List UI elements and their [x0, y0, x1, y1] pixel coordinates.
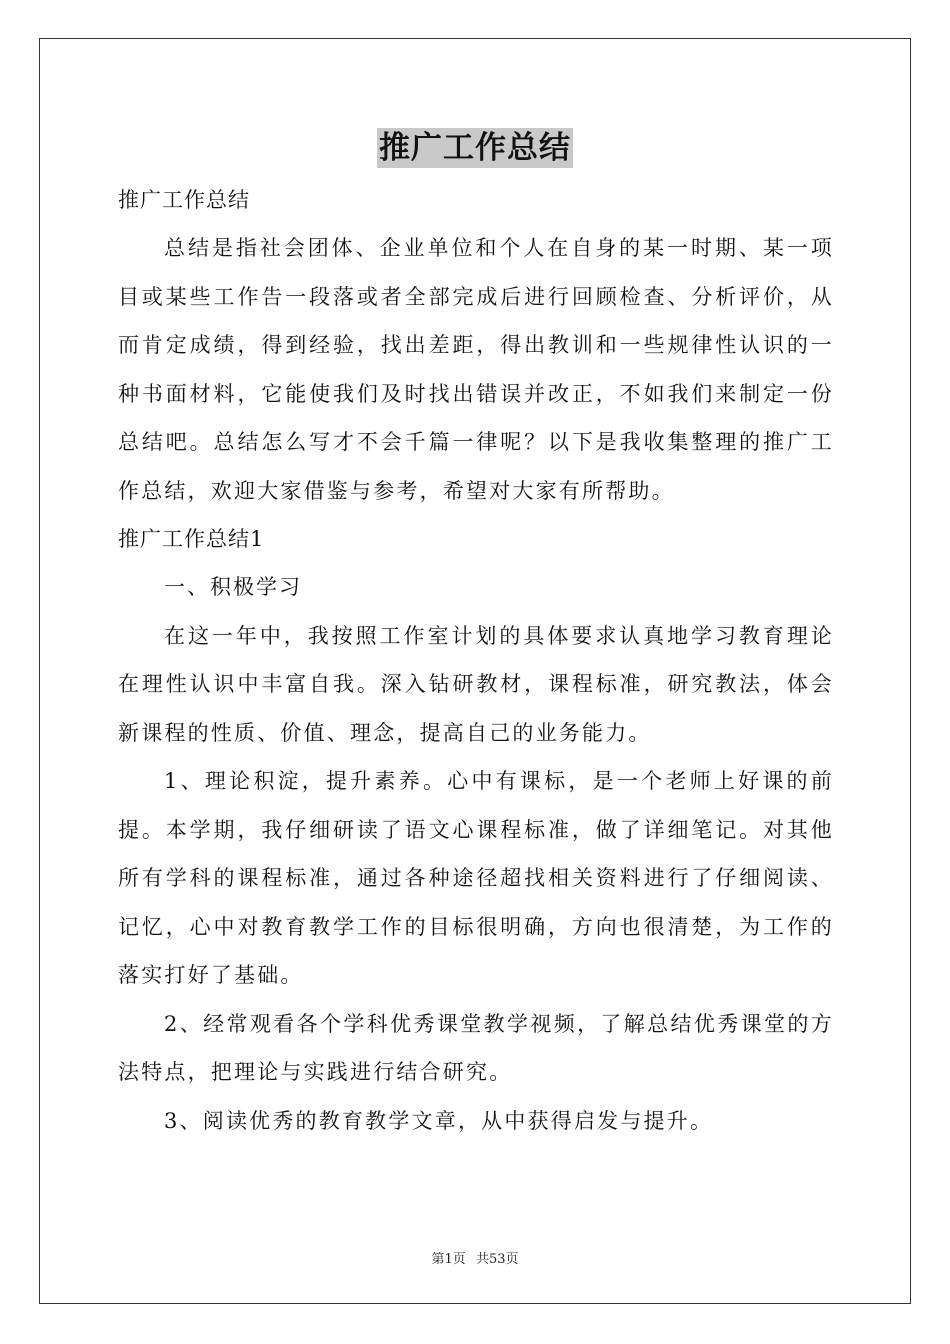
intro-paragraph: 总结是指社会团体、企业单位和个人在自身的某一时期、某一项目或某些工作告一段落或者全部完成后进行回顾检查、分析评价，从而肯定成绩，得到经验，找出差距，得出教训和一些规律性认识的一种书面材料，它能使我们及时找出错误并改正，不如我们来制定一份总结吧。总结怎么写才不会千篇一律呢？以下是我收集整理的推广工作总结，欢迎大家借鉴与参考，希望对大家有所帮助。: [118, 236, 834, 503]
section-title: 推广工作总结1: [118, 527, 265, 551]
page-total: 共53页: [475, 1252, 519, 1267]
list-item-theory: 1、理论积淀，提升素养。心中有课标，是一个老师上好课的前提。本学期，我仔细研读了语文心课程标准，做了详细笔记。对其他所有学科的课程标准，通过各种途径超找相关资料进行了仔细阅读、记忆，心中对教育教学工作的目标很明确，方向也很清楚，为工作的落实打好了基础。: [118, 769, 834, 987]
title-area: [0, 128, 950, 168]
list-item-reading: 3、阅读优秀的教育教学文章，从中获得启发与提升。: [164, 1108, 714, 1133]
heading-study: 一、积极学习: [164, 575, 302, 599]
page-number: 第1页: [431, 1252, 466, 1267]
document-subtitle: 推广工作总结: [118, 188, 250, 212]
study-paragraph: 在这一年中，我按照工作室计划的具体要求认真地学习教育理论在理性认识中丰富自我。深入钻研教材，课程标准，研究教法，体会新课程的性质、价值、理念，提高自己的业务能力。: [118, 623, 834, 745]
page-footer: [0, 1248, 950, 1267]
document-title: 推广工作总结: [379, 130, 571, 166]
list-item-video: 2、经常观看各个学科优秀课堂教学视频，了解总结优秀课堂的方法特点，把理论与实践进行结合研究。: [118, 1011, 834, 1084]
document-body: [118, 176, 834, 1145]
